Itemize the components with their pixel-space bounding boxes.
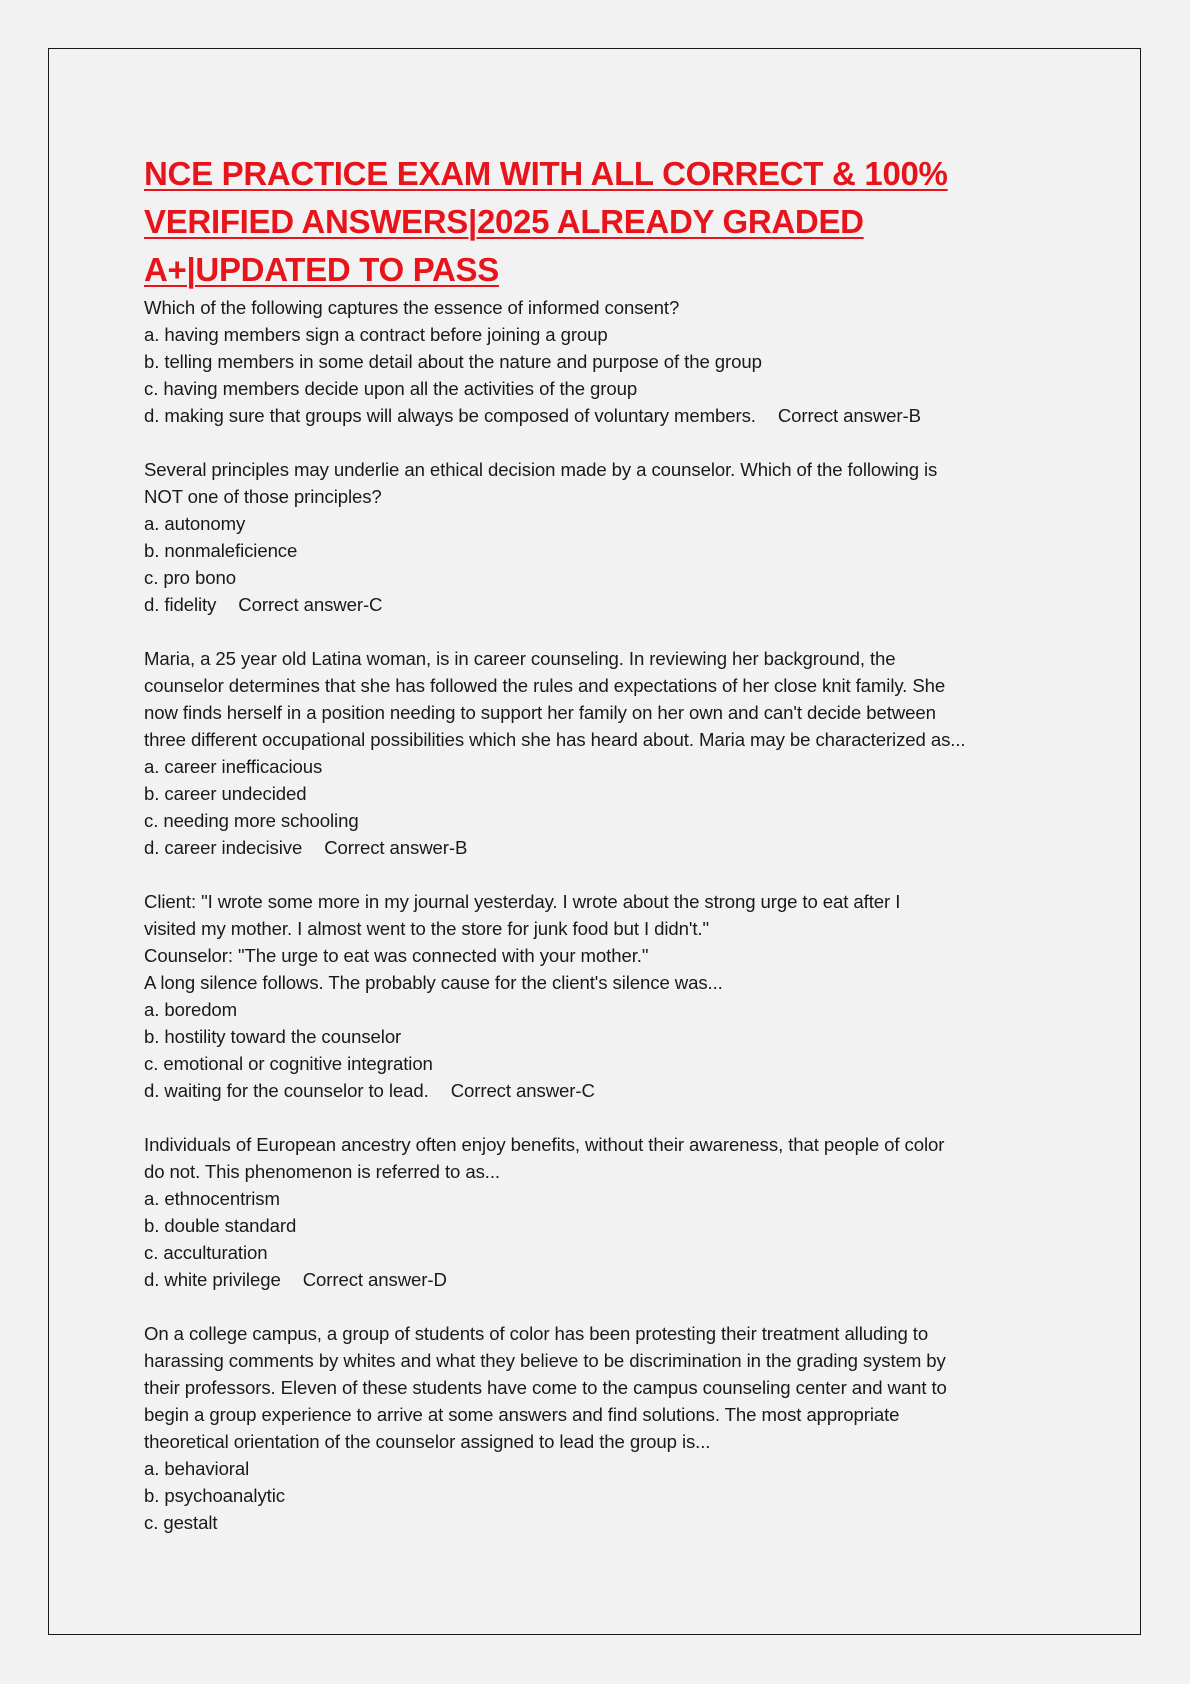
question-4	[144, 888, 1064, 1104]
title-line: NCE PRACTICE EXAM WITH ALL CORRECT & 100%	[144, 155, 948, 192]
question-stem: Counselor: "The urge to eat was connected with your mother."	[144, 945, 649, 966]
question-6	[144, 1320, 1064, 1536]
answer-option: a. having members sign a contract before joining a group	[144, 324, 608, 345]
question-stem: Several principles may underlie an ethical decision made by a counselor. Which of the following is	[144, 459, 938, 480]
answer-option: a. behavioral	[144, 1458, 250, 1479]
answer-option: b. career undecided	[144, 783, 307, 804]
answer-option: d. making sure that groups will always be composed of voluntary members.	[144, 405, 756, 426]
correct-answer: Correct answer-C	[450, 1080, 595, 1101]
answer-option: c. acculturation	[144, 1242, 268, 1263]
question-stem: visited my mother. I almost went to the store for junk food but I didn't."	[144, 918, 709, 939]
answer-option: c. pro bono	[144, 567, 236, 588]
question-stem: theoretical orientation of the counselor assigned to lead the group is...	[144, 1431, 711, 1452]
title-line: A+|UPDATED TO PASS	[144, 251, 499, 288]
question-stem: Maria, a 25 year old Latina woman, is in career counseling. In reviewing her background, the	[144, 648, 896, 669]
answer-option-last	[144, 1077, 1064, 1104]
answer-option: c. having members decide upon all the activities of the group	[144, 378, 638, 399]
answer-option: d. fidelity	[144, 594, 217, 615]
question-stem: Which of the following captures the essence of informed consent?	[144, 297, 680, 318]
question-stem: On a college campus, a group of students of color has been protesting their treatment alluding to	[144, 1323, 929, 1344]
answer-option: d. white privilege	[144, 1269, 281, 1290]
answer-option: c. needing more schooling	[144, 810, 359, 831]
correct-answer: Correct answer-B	[324, 837, 468, 858]
answer-option-last	[144, 1266, 1064, 1293]
correct-answer: Correct answer-C	[238, 594, 383, 615]
question-stem: now finds herself in a position needing to support her family on her own and can't decide between	[144, 702, 936, 723]
answer-option: b. hostility toward the counselor	[144, 1026, 402, 1047]
answer-option: c. emotional or cognitive integration	[144, 1053, 433, 1074]
question-3	[144, 645, 1064, 861]
title-line: VERIFIED ANSWERS|2025 ALREADY GRADED	[144, 203, 864, 240]
answer-option: a. ethnocentrism	[144, 1188, 280, 1209]
answer-option: b. double standard	[144, 1215, 297, 1236]
document-content	[144, 150, 1064, 1563]
correct-answer: Correct answer-B	[777, 405, 921, 426]
answer-option: d. waiting for the counselor to lead.	[144, 1080, 429, 1101]
answer-option-last	[144, 834, 1064, 861]
question-stem: do not. This phenomenon is referred to as...	[144, 1161, 500, 1182]
correct-answer: Correct answer-D	[302, 1269, 447, 1290]
answer-option: b. psychoanalytic	[144, 1485, 285, 1506]
question-2	[144, 456, 1064, 618]
question-stem: Individuals of European ancestry often enjoy benefits, without their awareness, that people of color	[144, 1134, 945, 1155]
answer-option-last	[144, 591, 1064, 618]
question-stem: their professors. Eleven of these students have come to the campus counseling center and want to	[144, 1377, 947, 1398]
answer-option: b. telling members in some detail about the nature and purpose of the group	[144, 351, 762, 372]
question-stem: counselor determines that she has followed the rules and expectations of her close knit family. She	[144, 675, 946, 696]
answer-option: d. career indecisive	[144, 837, 303, 858]
question-1	[144, 294, 1064, 429]
answer-option: c. gestalt	[144, 1512, 218, 1533]
answer-option-last	[144, 402, 1064, 429]
answer-option: a. autonomy	[144, 513, 246, 534]
question-stem: Client: "I wrote some more in my journal yesterday. I wrote about the strong urge to eat after I	[144, 891, 901, 912]
question-stem: three different occupational possibilities which she has heard about. Maria may be characterized as...	[144, 729, 966, 750]
answer-option: a. boredom	[144, 999, 238, 1020]
question-stem: NOT one of those principles?	[144, 486, 382, 507]
question-stem: A long silence follows. The probably cause for the client's silence was...	[144, 972, 723, 993]
document-title	[144, 150, 1064, 294]
answer-option: a. career inefficacious	[144, 756, 323, 777]
question-stem: harassing comments by whites and what they believe to be discrimination in the grading system by	[144, 1350, 946, 1371]
question-5	[144, 1131, 1064, 1293]
question-stem: begin a group experience to arrive at some answers and find solutions. The most appropriate	[144, 1404, 900, 1425]
answer-option: b. nonmaleficience	[144, 540, 298, 561]
